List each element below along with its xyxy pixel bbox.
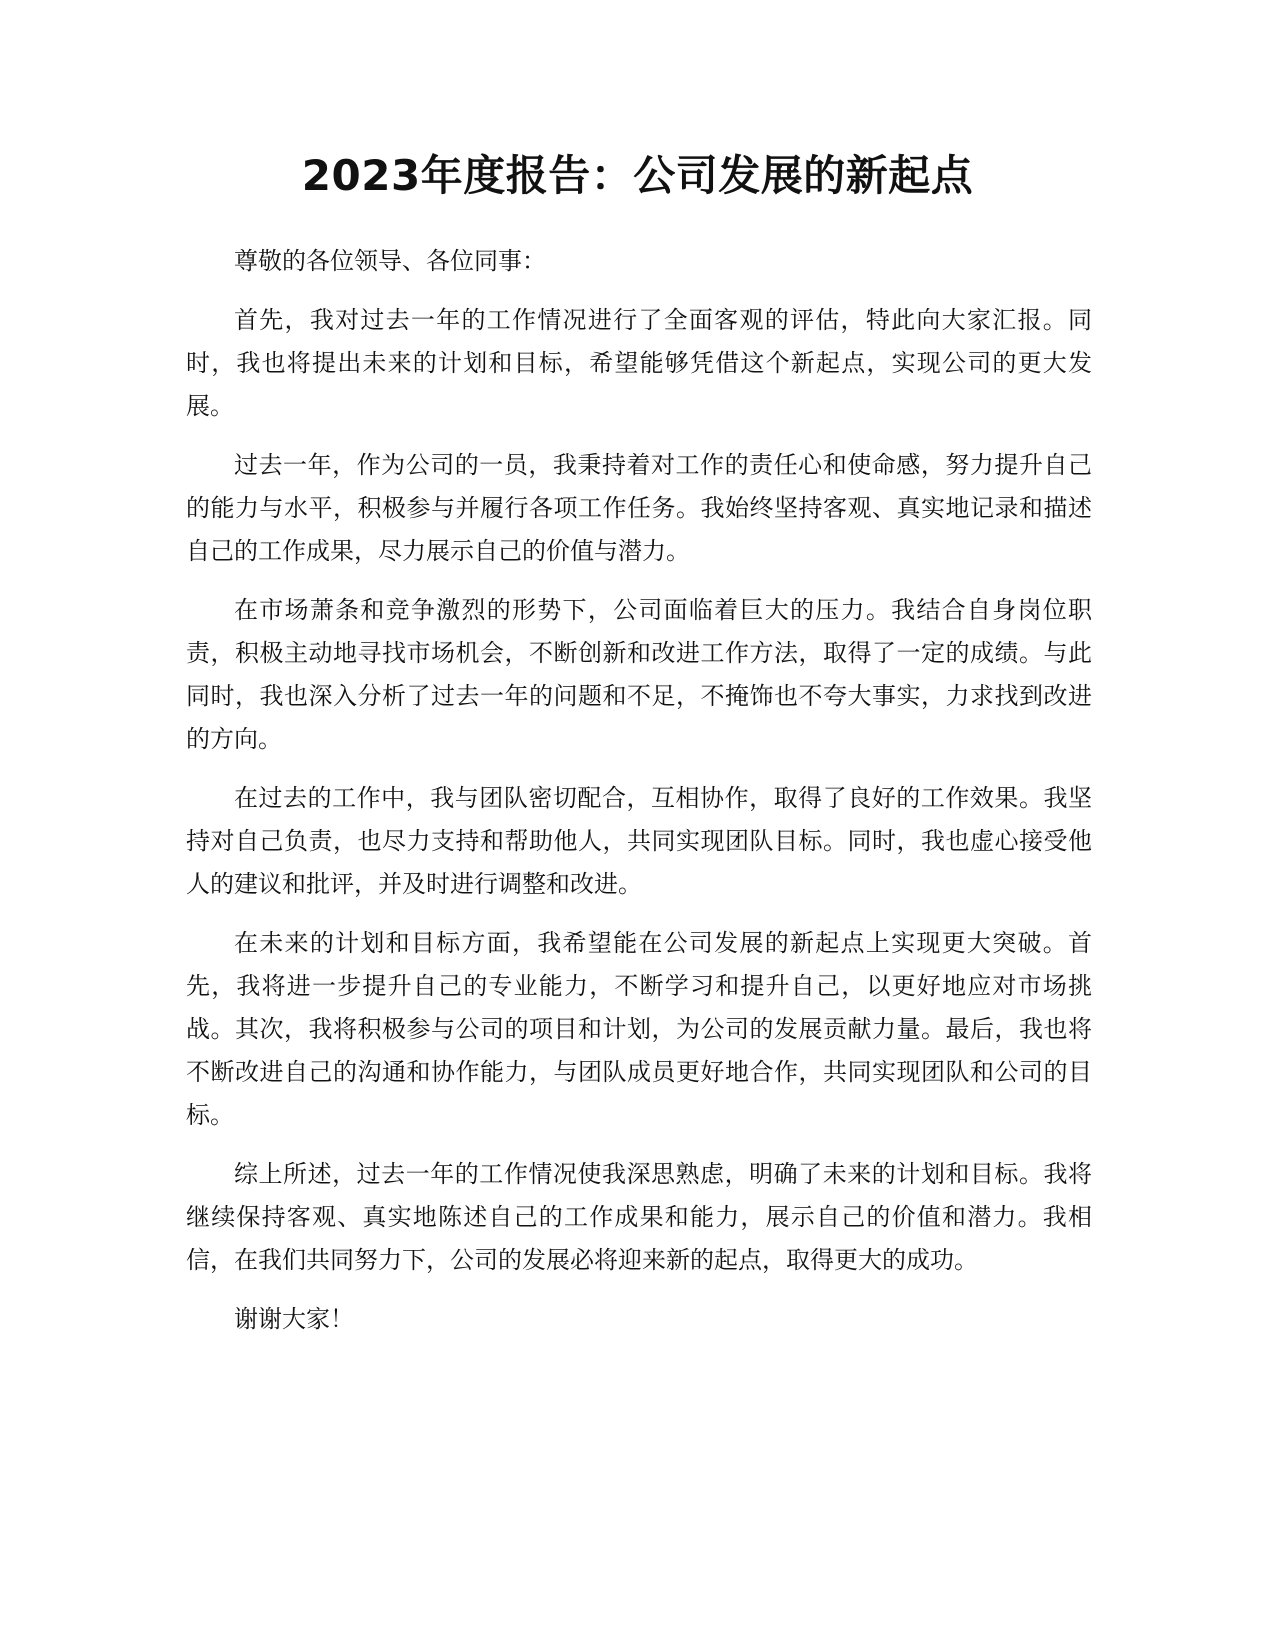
body-paragraph: 在市场萧条和竞争激烈的形势下，公司面临着巨大的压力。我结合自身岗位职责，积极主动地寻找市场机会，不断创新和改进工作方法，取得了一定的成绩。与此同时，我也深入分析了过去一年的问题和不足，不掩饰也不夸大事实，力求找到改进的方向。 — [186, 596, 1092, 753]
body-paragraph: 在过去的工作中，我与团队密切配合，互相协作，取得了良好的工作效果。我坚持对自己负责，也尽力支持和帮助他人，共同实现团队目标。同时，我也虚心接受他人的建议和批评，并及时进行调整和改进。 — [186, 784, 1092, 898]
greeting-paragraph: 尊敬的各位领导、各位同事： — [234, 247, 546, 275]
body-paragraph: 过去一年，作为公司的一员，我秉持着对工作的责任心和使命感，努力提升自己的能力与水平，积极参与并履行各项工作任务。我始终坚持客观、真实地记录和描述自己的工作成果，尽力展示自己的价值与潜力。 — [186, 451, 1092, 565]
body-paragraph: 在未来的计划和目标方面，我希望能在公司发展的新起点上实现更大突破。首先，我将进一步提升自己的专业能力，不断学习和提升自己，以更好地应对市场挑战。其次，我将积极参与公司的项目和计划，为公司的发展贡献力量。最后，我也将不断改进自己的沟通和协作能力，与团队成员更好地合作，共同实现团队和公司的目标。 — [186, 929, 1092, 1129]
body-paragraph: 首先，我对过去一年的工作情况进行了全面客观的评估，特此向大家汇报。同时，我也将提出未来的计划和目标，希望能够凭借这个新起点，实现公司的更大发展。 — [186, 306, 1092, 420]
document-title: 2023年度报告：公司发展的新起点 — [301, 151, 974, 200]
document-body — [186, 240, 1092, 1357]
closing-paragraph: 谢谢大家！ — [234, 1305, 354, 1333]
body-paragraph: 综上所述，过去一年的工作情况使我深思熟虑，明确了未来的计划和目标。我将继续保持客观、真实地陈述自己的工作成果和能力，展示自己的价值和潜力。我相信，在我们共同努力下，公司的发展必将迎来新的起点，取得更大的成功。 — [186, 1160, 1092, 1274]
